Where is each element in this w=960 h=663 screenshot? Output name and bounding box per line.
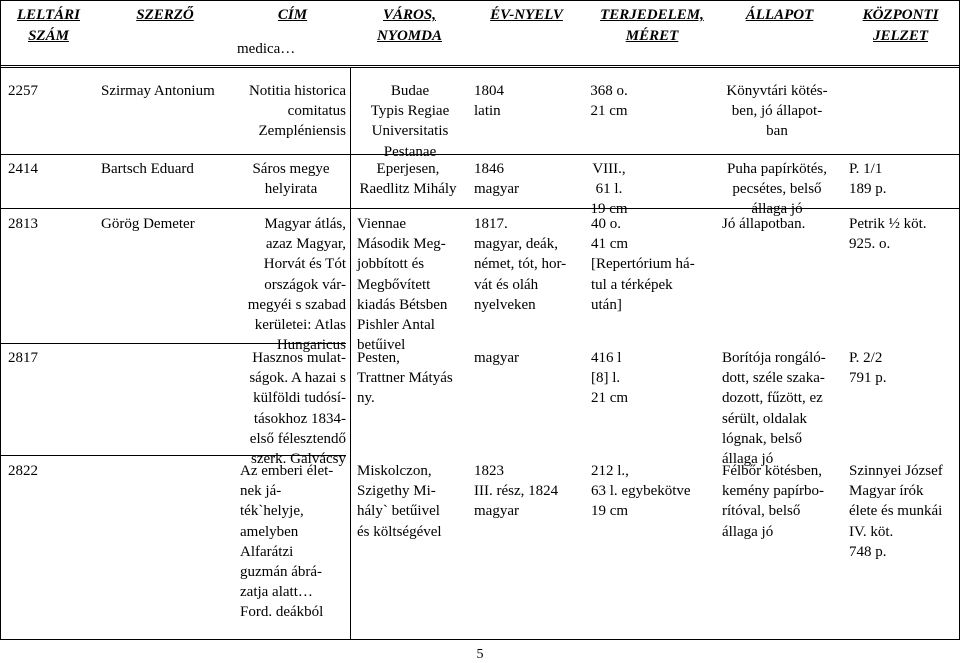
cell-title: Hasznos mulat- ságok. A hazai s külföldi tudósí- tásokhoz 1834- első félesztendő szerk. Galvácsy bbox=[249, 350, 346, 468]
cell-callno: Petrik ½ köt. 925. o. bbox=[849, 216, 927, 253]
cell-year-lang: 1823 III. rész, 1824 magyar bbox=[474, 463, 559, 520]
cell-title: Magyar átlás, azaz Magyar, Horvát és Tót országok vár- megyéi s szabad kerületei: Atlas Hungaricus bbox=[247, 216, 346, 354]
cell-condition: Puha papírkötés, pecsétes, belső állaga jó bbox=[727, 161, 827, 218]
page-number: 5 bbox=[476, 647, 484, 662]
cell-condition: Félbőr kötésben, kemény papírbo- rítóval, belső állaga jó bbox=[722, 463, 825, 540]
cell-title: Notitia historica comitatus Zempléniensis bbox=[248, 83, 346, 140]
cell-extent: VIII., 61 l. 19 cm bbox=[590, 161, 628, 218]
cell-callno: P. 1/1 189 p. bbox=[849, 161, 887, 198]
cell-condition: Könyvtári kötés- ben, jó állapot- ban bbox=[726, 83, 828, 140]
cell-year-lang: 1817. magyar, deák, német, tót, hor- vát és oláh nyelveken bbox=[474, 216, 567, 313]
cell-title: Az emberi élet- nek já- ték`helyje, amelyben Alfarátzi guzmán ábrá- zatja alatt… Ford. deákból bbox=[240, 463, 334, 621]
cell-author: Szirmay Antonium bbox=[101, 83, 215, 99]
cell-year-lang: magyar bbox=[474, 350, 519, 366]
cell-city: Viennae Második Meg- jobbított és Megbővített kiadás Bétsben Pishler Antal betűivel bbox=[357, 216, 448, 354]
cell-extent: 40 o. 41 cm [Repertórium há- tul a térképek után] bbox=[591, 216, 695, 313]
cell-extent: 212 l., 63 l. egybekötve 19 cm bbox=[591, 463, 691, 520]
cell-id: 2414 bbox=[8, 161, 38, 177]
header-city: VÁROS, NYOMDA bbox=[376, 7, 442, 44]
header-year-lang: ÉV-NYELV bbox=[490, 7, 563, 23]
header-condition: ÁLLAPOT bbox=[745, 7, 814, 23]
cell-id: 2817 bbox=[8, 350, 38, 366]
header-extent: TERJEDELEM, MÉRET bbox=[600, 7, 704, 44]
header-title: CÍM bbox=[277, 7, 308, 23]
cell-year-lang: 1804 latin bbox=[474, 83, 504, 120]
cell-id: 2813 bbox=[8, 216, 38, 232]
cell-author: Görög Demeter bbox=[101, 216, 195, 232]
cell-callno: Szinnyei József Magyar írók élete és munkái IV. köt. 748 p. bbox=[849, 463, 943, 560]
cell-condition: Jó állapotban. bbox=[722, 216, 806, 232]
cell-author: Bartsch Eduard bbox=[101, 161, 194, 177]
header-id: LELTÁRI SZÁM bbox=[16, 7, 81, 44]
cell-extent: 368 o. 21 cm bbox=[590, 83, 628, 120]
cell-city: Eperjesen, Raedlitz Mihály bbox=[359, 161, 457, 198]
cell-id: 2257 bbox=[8, 83, 38, 99]
cell-extent: 416 l [8] l. 21 cm bbox=[591, 350, 629, 407]
subheader-medica: medica… bbox=[237, 41, 296, 57]
cell-title: Sáros megye helyirata bbox=[252, 161, 330, 198]
cell-city: Pesten, Trattner Mátyás ny. bbox=[357, 350, 453, 407]
cell-callno: P. 2/2 791 p. bbox=[849, 350, 887, 387]
header-author: SZERZŐ bbox=[136, 7, 194, 23]
header-callno: KÖZPONTI JELZET bbox=[862, 7, 939, 44]
cell-id: 2822 bbox=[8, 463, 38, 479]
column-divider bbox=[350, 68, 351, 639]
row-divider bbox=[1, 154, 959, 155]
header-divider bbox=[1, 65, 959, 68]
cell-year-lang: 1846 magyar bbox=[474, 161, 519, 198]
cell-city: Budae Typis Regiae Universitatis Pestanae bbox=[370, 83, 450, 160]
cell-condition: Borítója rongáló- dott, széle szaka- dozott, fűzött, ez sérült, oldalak lógnak, belső állaga jó bbox=[722, 350, 826, 468]
cell-city: Miskolczon, Szigethy Mi- hály` betűivel és költségével bbox=[357, 463, 442, 540]
